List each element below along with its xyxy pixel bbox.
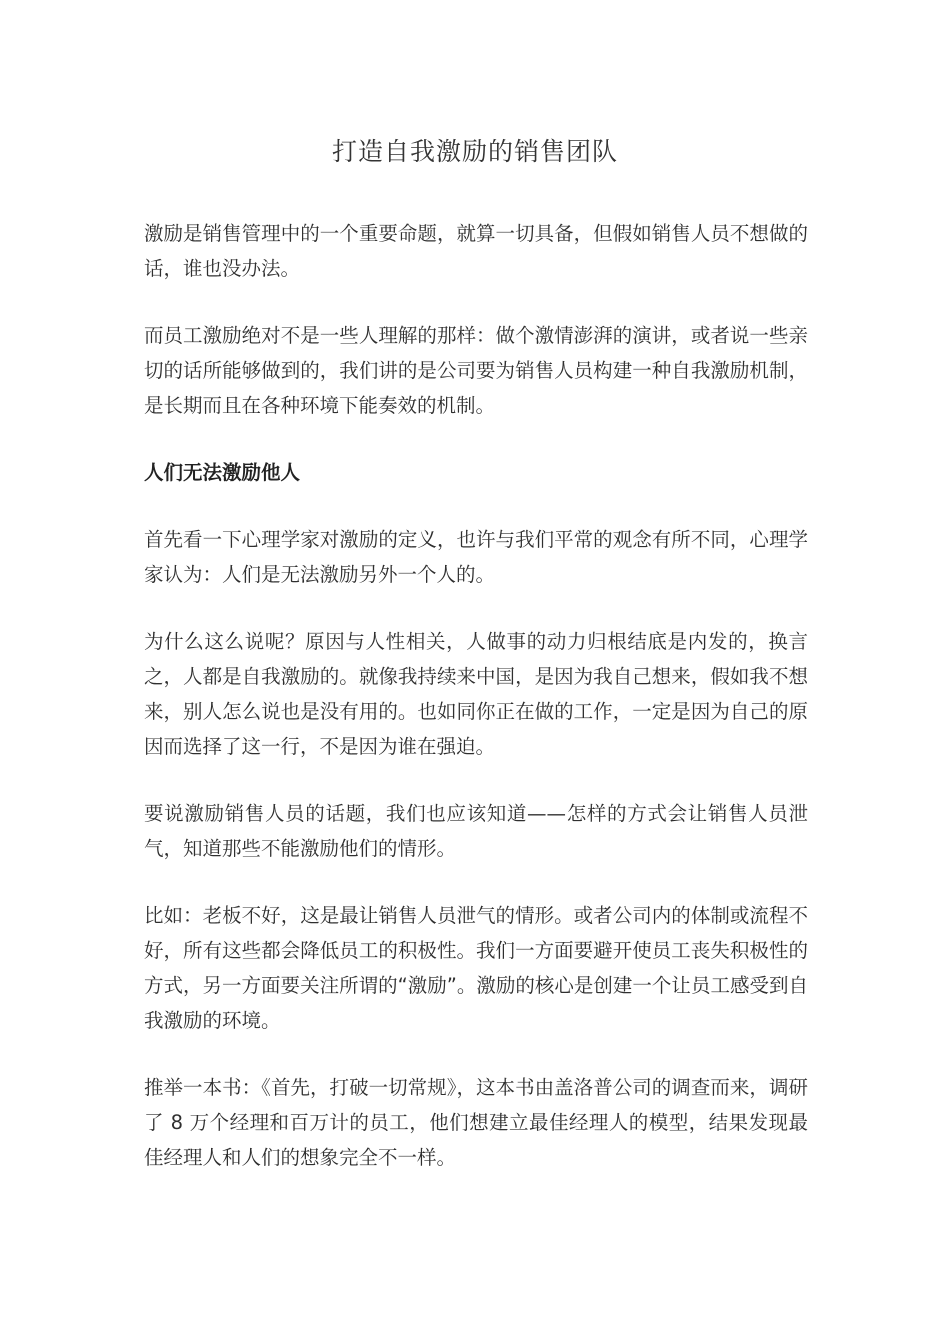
- paragraph-psychologist-definition: 首先看一下心理学家对激励的定义，也许与我们平常的观念有所不同，心理学家认为：人们是无法激励另外一个人的。: [144, 528, 808, 586]
- section-heading: 人们无法激励他人: [144, 461, 301, 484]
- paragraph-demotivation: 要说激励销售人员的话题，我们也应该知道——怎样的方式会让销售人员泄气，知道那些不能激励他们的情形。: [144, 802, 808, 860]
- paragraph-book-recommendation: 推举一本书：《首先，打破一切常规》，这本书由盖洛普公司的调查而来，调研了 8 万个经理和百万计的员工，他们想建立最佳经理人的模型，结果发现最佳经理人和人们的想象完全不一样。: [144, 1076, 808, 1169]
- paragraph-intro: 激励是销售管理中的一个重要命题，就算一切具备，但假如销售人员不想做的话，谁也没办法。: [144, 222, 808, 280]
- paragraph-intrinsic-motivation: 为什么这么说呢？原因与人性相关，人做事的动力归根结底是内发的，换言之，人都是自我激励的。就像我持续来中国，是因为我自己想来，假如我不想来，别人怎么说也是没有用的。也如同你正在做的工作，一定是因为自己的原因而选择了这一行，不是因为谁在强迫。: [144, 630, 808, 758]
- paragraph-employee-motivation: 而员工激励绝对不是一些人理解的那样：做个激情澎湃的演讲，或者说一些亲切的话所能够做到的，我们讲的是公司要为销售人员构建一种自我激励机制，是长期而且在各种环境下能奏效的机制。: [144, 324, 808, 417]
- document-body: [144, 216, 808, 1207]
- document-title: 打造自我激励的销售团队: [331, 137, 618, 166]
- paragraph-examples: 比如：老板不好，这是最让销售人员泄气的情形。或者公司内的体制或流程不好，所有这些都会降低员工的积极性。我们一方面要避开使员工丧失积极性的方式，另一方面要关注所谓的“激励”。激励的核心是创建一个让员工感受到自我激励的环境。: [144, 904, 808, 1032]
